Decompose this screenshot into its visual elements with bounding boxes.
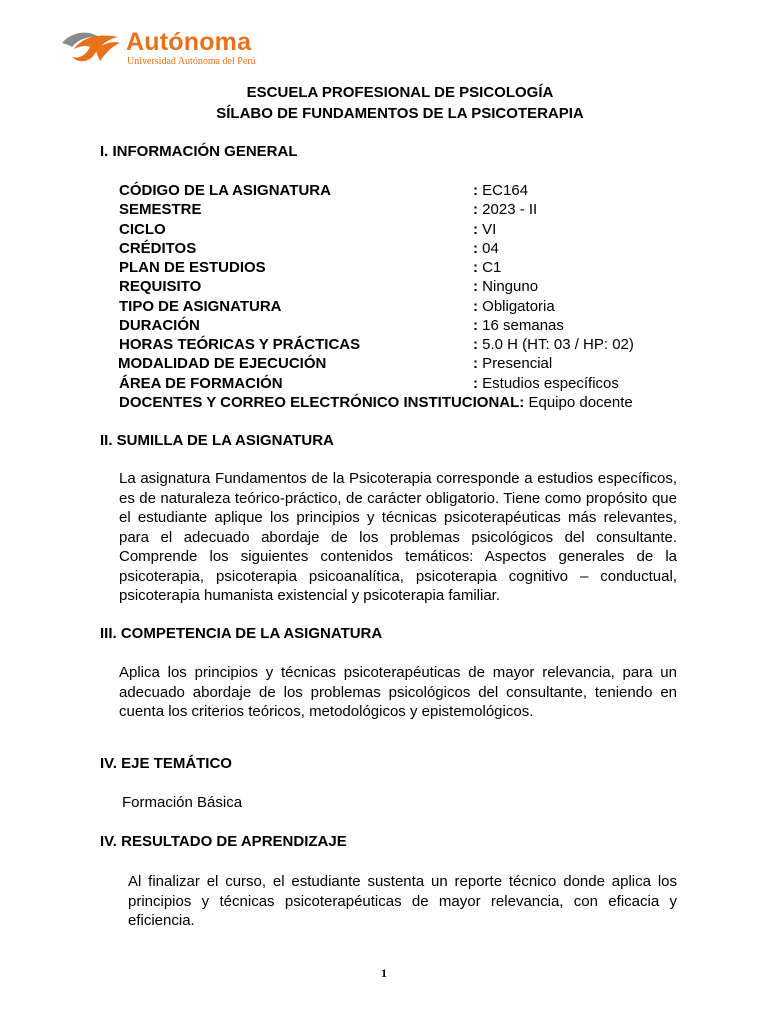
info-value: Equipo docente (524, 394, 633, 411)
info-value: : Estudios específicos (473, 375, 619, 392)
info-row-study-plan (119, 258, 699, 277)
summary-paragraph: La asignatura Fundamentos de la Psicoterapia corresponde a estudios específicos, es de naturaleza teórico-práctico, de carácter obligatorio. Tiene como propósito que el estudiante aplique los principios y técnicas psicoterapéuticas más relevantes, para el adecuado abordaje de los problemas psicológicos del consultante. Comprende los siguientes contenidos temáticos: Aspectos generales de la psicoterapia, psicoterapia psicoanalítica, psicoterapia cognitivo – conductual, psicoterapia humanista existencial y psicoterapia familiar. (119, 470, 677, 604)
info-value: : Obligatoria (473, 298, 555, 315)
info-row-teachers (119, 393, 633, 412)
info-value: : Ninguno (473, 278, 539, 295)
section-heading-summary: II. SUMILLA DE LA ASIGNATURA (100, 432, 334, 449)
info-value: : 16 semanas (473, 317, 564, 334)
brand-name: Autónoma (126, 28, 252, 56)
section-heading-thematic-axis: IV. EJE TEMÁTICO (100, 755, 232, 772)
school-title: ESCUELA PROFESIONAL DE PSICOLOGÍA (246, 84, 554, 101)
info-value: : 5.0 H (HT: 03 / HP: 02) (473, 336, 634, 353)
info-value: : C1 (473, 259, 502, 276)
info-label: DURACIÓN (119, 317, 200, 334)
info-row-course-code (119, 181, 699, 200)
info-label: DOCENTES Y CORREO ELECTRÓNICO INSTITUCIONAL: (119, 394, 525, 411)
info-label: MODALIDAD DE EJECUCIÓN (118, 355, 327, 372)
info-row-requirement (119, 277, 699, 296)
info-row-course-type (119, 297, 699, 316)
info-value: : 04 (473, 240, 499, 257)
info-label: CRÉDITOS (119, 240, 197, 257)
info-value: : VI (473, 221, 497, 238)
autonoma-swoosh-icon (60, 29, 122, 65)
info-label: PLAN DE ESTUDIOS (119, 259, 266, 276)
section-heading-general-info: I. INFORMACIÓN GENERAL (100, 143, 298, 160)
info-label: REQUISITO (119, 278, 202, 295)
info-row-duration (119, 316, 699, 335)
info-row-hours (119, 335, 699, 354)
info-row-modality (119, 354, 699, 373)
info-label: CÓDIGO DE LA ASIGNATURA (119, 182, 331, 199)
info-label: ÁREA DE FORMACIÓN (119, 375, 283, 392)
info-label: HORAS TEÓRICAS Y PRÁCTICAS (119, 336, 361, 353)
info-row-formation-area (119, 374, 699, 393)
learning-outcome-paragraph: Al finalizar el curso, el estudiante sustenta un reporte técnico donde aplica los principios y técnicas psicoterapéuticas de mayor relevancia, con eficacia y eficiencia. (128, 873, 677, 929)
info-value: : EC164 (473, 182, 529, 199)
section-heading-competence: III. COMPETENCIA DE LA ASIGNATURA (100, 625, 383, 642)
info-row-cycle (119, 220, 699, 239)
info-value: : 2023 - II (473, 201, 538, 218)
info-value: : Presencial (473, 355, 553, 372)
page-number: 1 (381, 966, 387, 980)
university-logo (60, 24, 260, 74)
info-row-semester (119, 200, 699, 219)
syllabus-title: SÍLABO DE FUNDAMENTOS DE LA PSICOTERAPIA (216, 105, 584, 122)
brand-subtitle: Universidad Autónoma del Perú (127, 56, 256, 67)
section-heading-learning-outcome: IV. RESULTADO DE APRENDIZAJE (100, 833, 347, 850)
info-label: CICLO (119, 221, 166, 238)
info-label: TIPO DE ASIGNATURA (119, 298, 282, 315)
info-row-credits (119, 239, 699, 258)
thematic-axis-text: Formación Básica (122, 794, 243, 811)
competence-paragraph: Aplica los principios y técnicas psicoterapéuticas de mayor relevancia, para un adecuado abordaje de los problemas psicológicos del consultante, teniendo en cuenta los criterios teóricos, metodológicos y epistemológicos. (119, 664, 677, 720)
info-label: SEMESTRE (119, 201, 202, 218)
